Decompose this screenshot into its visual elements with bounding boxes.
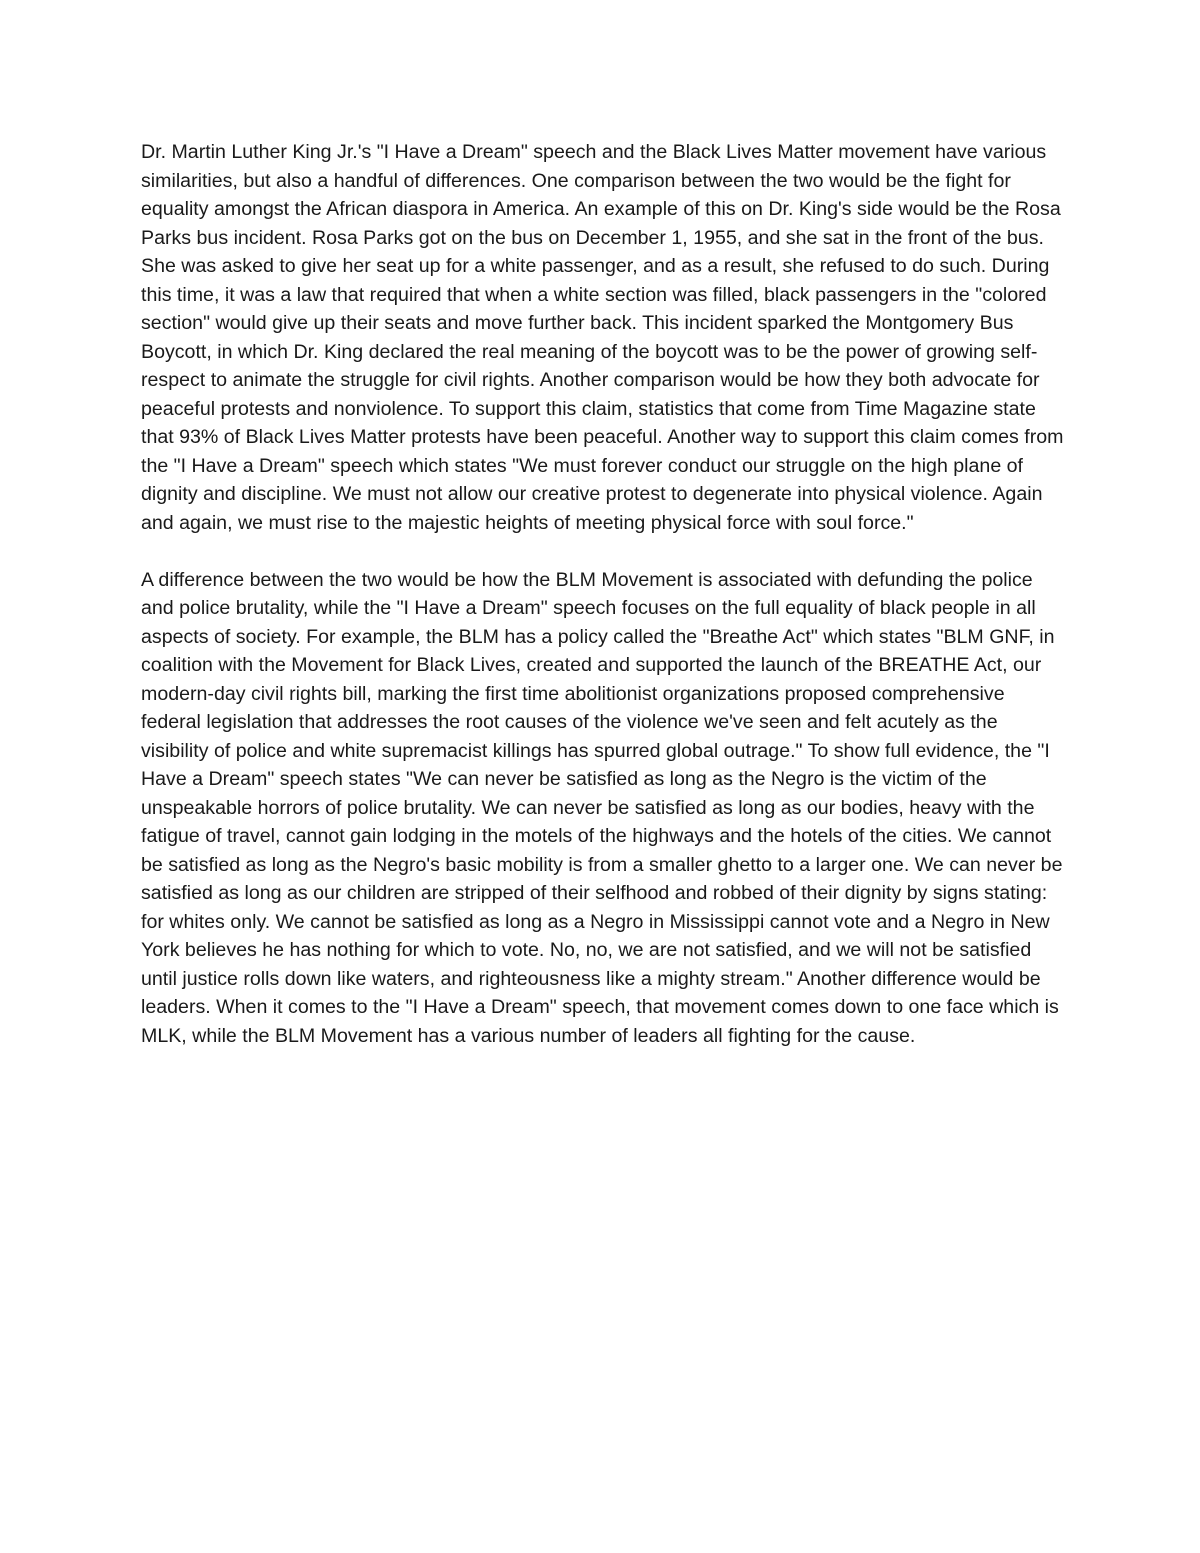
document-body	[141, 138, 1066, 1050]
paragraph-similarities: Dr. Martin Luther King Jr.'s "I Have a Dream" speech and the Black Lives Matter movement have various similarities, but also a handful of differences. One comparison between the two would be the fight for equality amongst the African diaspora in America. An example of this on Dr. King's side would be the Rosa Parks bus incident. Rosa Parks got on the bus on December 1, 1955, and she sat in the front of the bus. She was asked to give her seat up for a white passenger, and as a result, she refused to do such. During this time, it was a law that required that when a white section was filled, black passengers in the "colored section" would give up their seats and move further back. This incident sparked the Montgomery Bus Boycott, in which Dr. King declared the real meaning of the boycott was to be the power of growing self-respect to animate the struggle for civil rights. Another comparison would be how they both advocate for peaceful protests and nonviolence. To support this claim, statistics that come from Time Magazine state that 93% of Black Lives Matter protests have been peaceful. Another way to support this claim comes from the "I Have a Dream" speech which states "We must forever conduct our struggle on the high plane of dignity and discipline. We must not allow our creative protest to degenerate into physical violence. Again and again, we must rise to the majestic heights of meeting physical force with soul force."	[141, 141, 1064, 534]
paragraph-differences: A difference between the two would be how the BLM Movement is associated with defunding the police and police brutality, while the "I Have a Dream" speech focuses on the full equality of black people in all aspects of society. For example, the BLM has a policy called the "Breathe Act" which states "BLM GNF, in coalition with the Movement for Black Lives, created and supported the launch of the BREATHE Act, our modern-day civil rights bill, marking the first time abolitionist organizations proposed comprehensive federal legislation that addresses the root causes of the violence we've seen and felt acutely as the visibility of police and white supremacist killings has spurred global outrage." To show full evidence, the "I Have a Dream" speech states "We can never be satisfied as long as the Negro is the victim of the unspeakable horrors of police brutality. We can never be satisfied as long as our bodies, heavy with the fatigue of travel, cannot gain lodging in the motels of the highways and the hotels of the cities. We cannot be satisfied as long as the Negro's basic mobility is from a smaller ghetto to a larger one. We can never be satisfied as long as our children are stripped of their selfhood and robbed of their dignity by signs stating: for whites only. We cannot be satisfied as long as a Negro in Mississippi cannot vote and a Negro in New York believes he has nothing for which to vote. No, no, we are not satisfied, and we will not be satisfied until justice rolls down like waters, and righteousness like a mighty stream." Another difference would be leaders. When it comes to the "I Have a Dream" speech, that movement comes down to one face which is MLK, while the BLM Movement has a various number of leaders all fighting for the cause.	[141, 568, 1063, 1047]
